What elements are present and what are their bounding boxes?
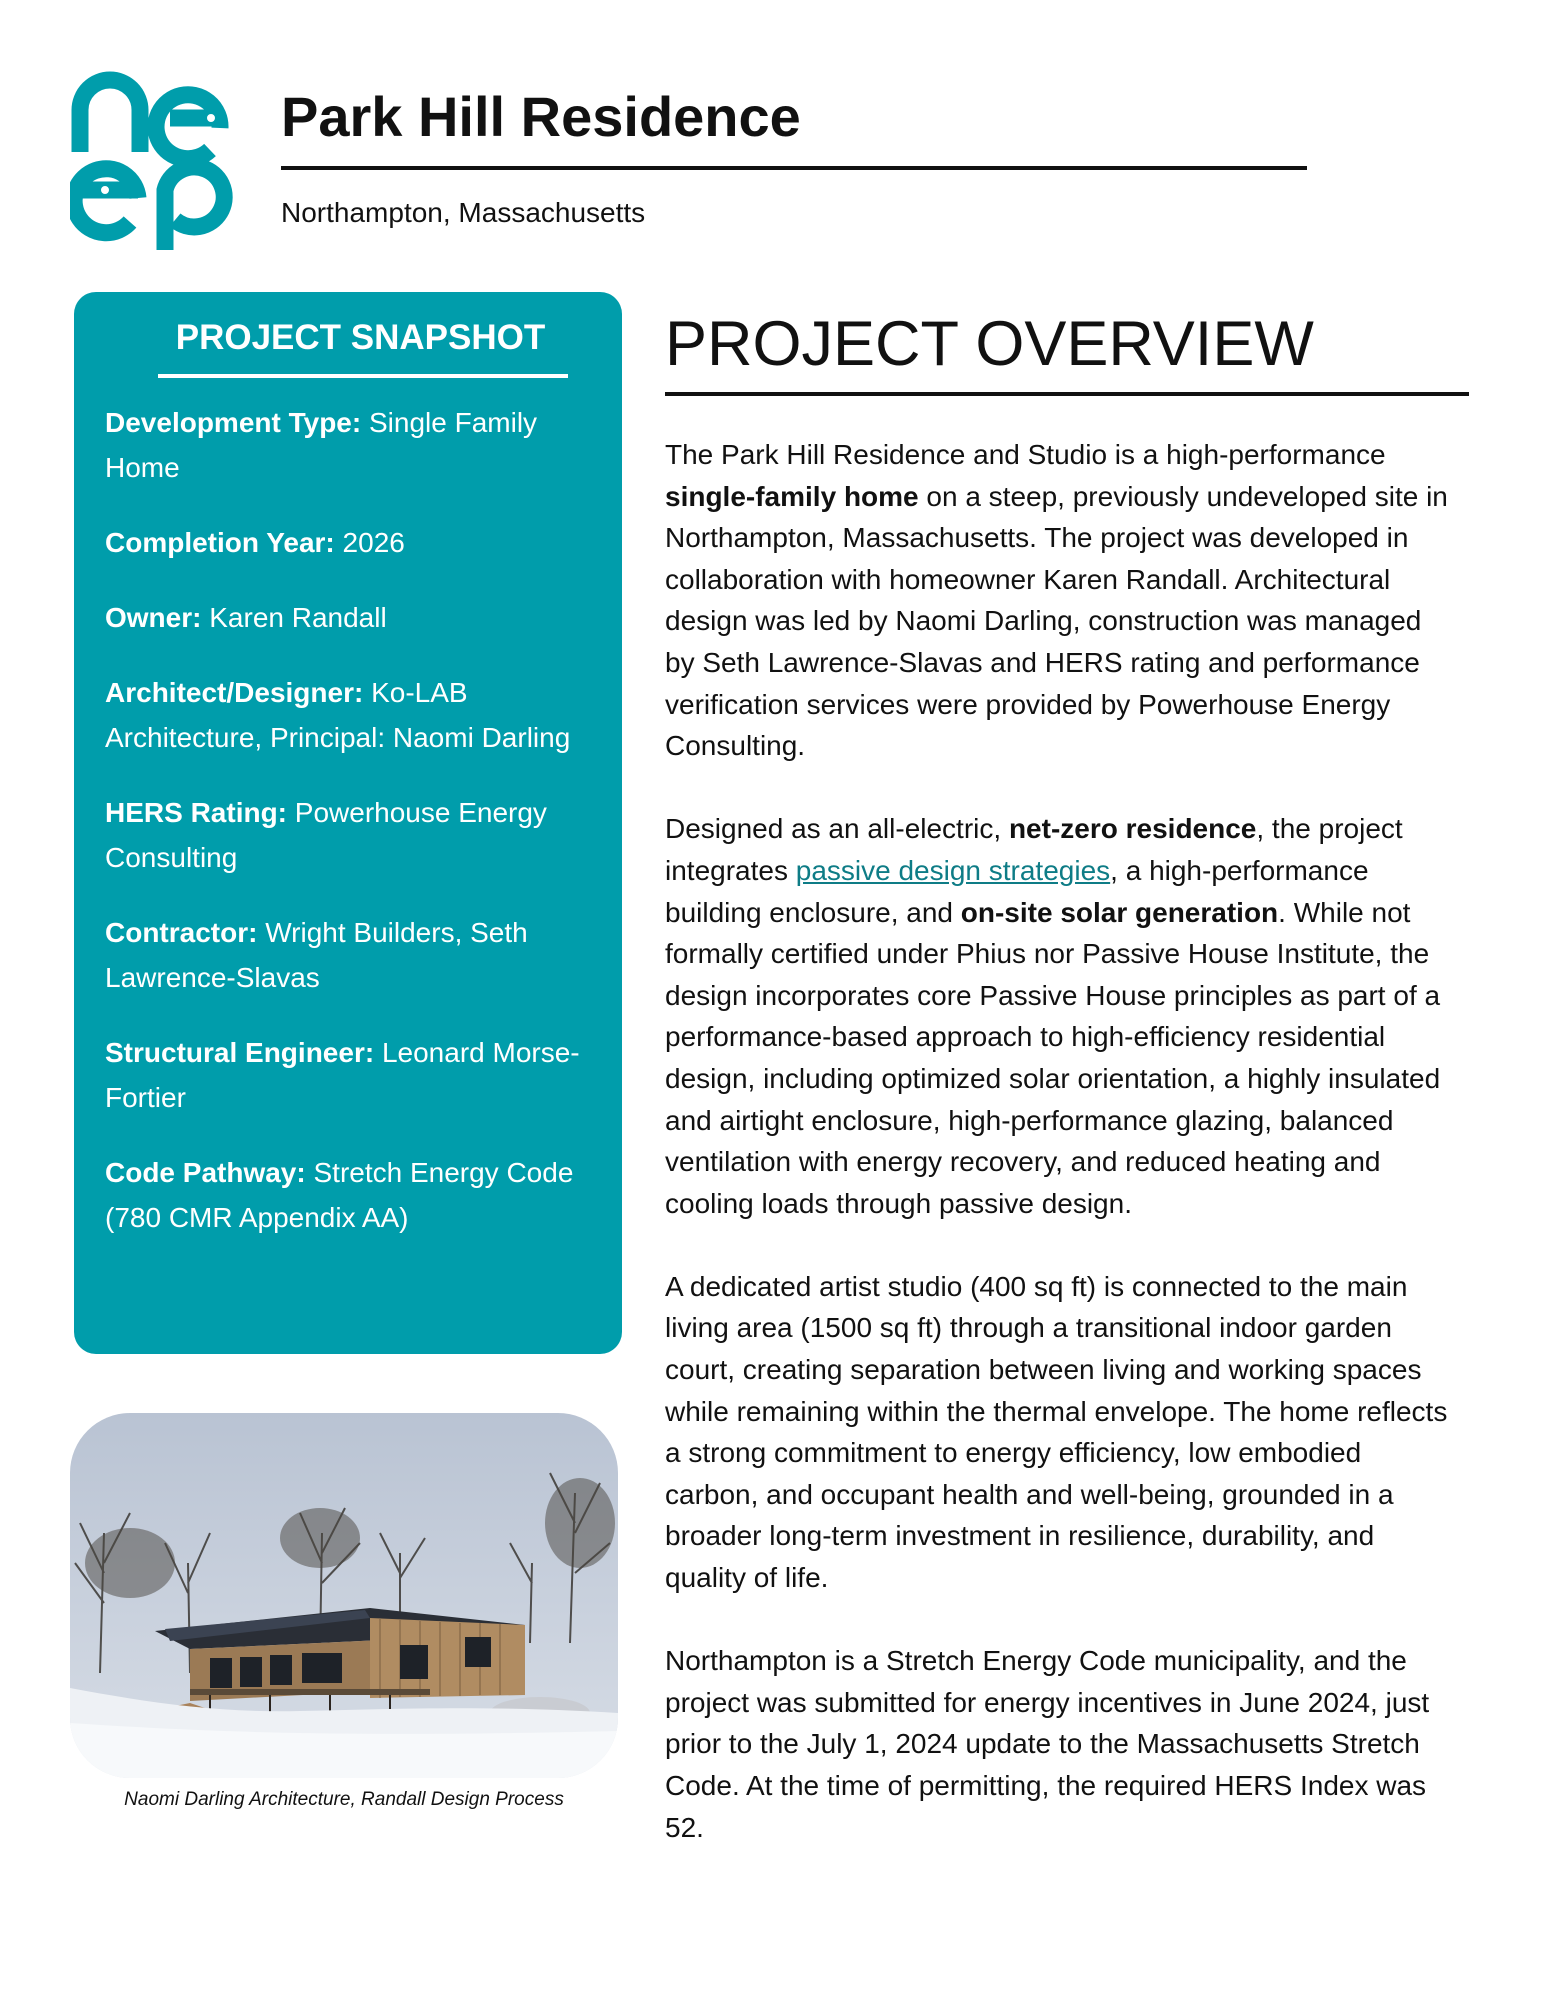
text-span: Designed as an all-electric,: [665, 813, 1009, 845]
field-value: Karen Randall: [209, 602, 387, 633]
overview-paragraph: [665, 808, 1455, 1224]
text-span: , a high-performance building enclosure, and: [665, 854, 1369, 928]
field-development-type: [105, 400, 592, 490]
location-subtitle: Northampton, Massachusetts: [281, 197, 646, 228]
field-label: Contractor:: [105, 917, 258, 948]
field-structural-engineer: [105, 1030, 592, 1120]
bold-text: on-site solar generation: [960, 896, 1279, 928]
overview-heading: PROJECT OVERVIEW: [665, 309, 1314, 379]
field-label: Owner:: [105, 602, 202, 633]
field-label: Architect/Designer:: [105, 677, 364, 708]
field-label: Completion Year:: [105, 527, 335, 558]
overview-paragraph: [665, 434, 1455, 767]
photo-caption: Naomi Darling Architecture, Randall Design Process: [124, 1789, 564, 1810]
overview-divider: [665, 392, 1469, 396]
bold-text: single-family home: [665, 480, 919, 512]
overview-paragraph: A dedicated artist studio (400 sq ft) is connected to the main living area (1500 sq ft) through a transitional indoor garden court, creating separation between living and working spaces while remaining within the thermal envelope. The home reflects a strong commitment to energy efficiency, low embodied carbon, and occupant health and well-being, grounded in a broader long-term investment in resilience, durability, and quality of life.: [665, 1270, 1448, 1594]
field-label: Development Type:: [105, 407, 362, 438]
overview-paragraph: Northampton is a Stretch Energy Code municipality, and the project was submitted for energy incentives in June 2024, just prior to the July 1, 2024 update to the Massachusetts Stretch Code. At the time of permitting, the required HERS Index was 52.: [665, 1645, 1430, 1843]
text-span: The Park Hill Residence and Studio is a high-performance: [665, 439, 1386, 470]
field-completion-year: [105, 520, 592, 565]
field-hers-rating: [105, 790, 592, 880]
page-title: Park Hill Residence: [281, 85, 801, 148]
field-value: Stretch Energy Code (780 CMR Appendix AA): [105, 1157, 574, 1233]
field-value: Powerhouse Energy Consulting: [105, 797, 547, 873]
field-architect: [105, 670, 592, 760]
snapshot-fields: [105, 400, 592, 1240]
field-value: Leonard Morse-Fortier: [105, 1037, 580, 1113]
field-value: Wright Builders, Seth Lawrence-Slavas: [105, 917, 528, 993]
neep-logo-icon: [70, 70, 240, 250]
overview-body: [665, 434, 1455, 1890]
field-contractor: [105, 910, 592, 1000]
field-label: Structural Engineer:: [105, 1037, 375, 1068]
project-snapshot-panel: [74, 292, 622, 1354]
field-value: 2026: [342, 527, 405, 558]
text-span: , the project integrates: [665, 813, 1403, 886]
text-span: on a steep, previously undeveloped site in Northampton, Massachusetts. The project was developed in collaboration with homeowner Karen Randall. Architectural design was led by Naomi Darling, construction was managed by Seth Lawrence-Slavas and HERS rating and performance verification services were provided by Powerhouse Energy Consulting.: [665, 480, 1448, 762]
field-code-pathway: [105, 1150, 592, 1240]
snapshot-heading: PROJECT SNAPSHOT: [175, 318, 546, 357]
field-owner: [105, 595, 592, 640]
field-value: Single Family Home: [105, 407, 538, 483]
field-label: HERS Rating:: [105, 797, 287, 828]
title-divider: [281, 166, 1307, 170]
field-value: Ko-LAB Architecture, Principal: Naomi Darling: [105, 677, 571, 753]
field-label: Code Pathway:: [105, 1157, 306, 1188]
house-photo-image: [70, 1413, 618, 1778]
passive-design-link[interactable]: passive design strategies: [795, 854, 1111, 886]
bold-text: net-zero residence: [1008, 813, 1257, 845]
text-span: . While not formally certified under Phius nor Passive House Institute, the design incorporates core Passive House principles as part of a performance-based approach to high-efficiency residential design, including optimized solar orientation, a highly insulated and airtight enclosure, high-performance glazing, balanced ventilation with energy recovery, and reduced heating and cooling loads through passive design.: [665, 896, 1441, 1219]
snapshot-divider: [158, 374, 568, 378]
